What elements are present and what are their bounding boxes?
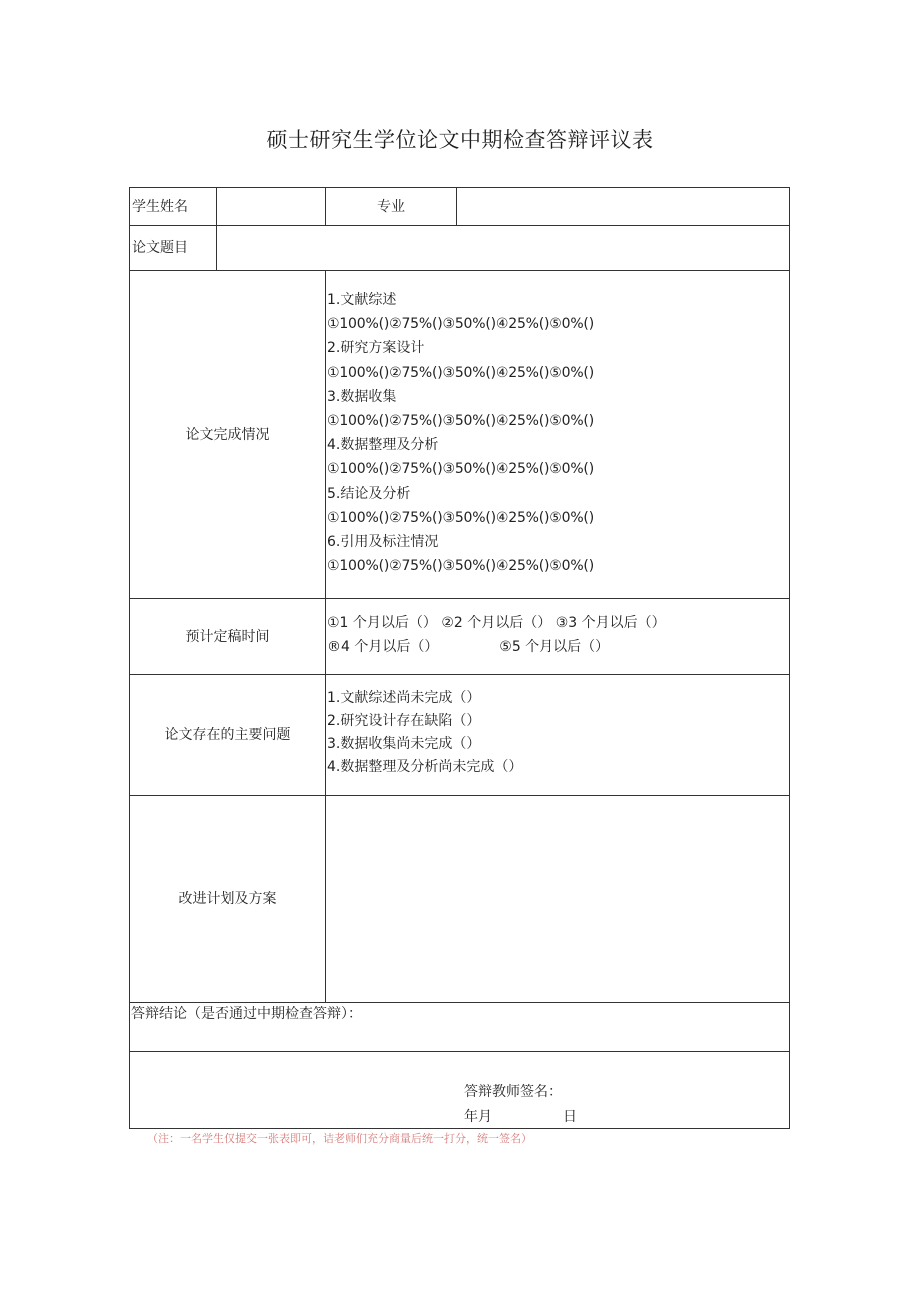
major-field[interactable]: [457, 188, 789, 225]
timeline-options-line[interactable]: ①1 个月以后（） ②2 个月以后（） ③3 个月以后（）: [327, 615, 666, 631]
completion-item-title: 6.引用及标注情况: [327, 533, 439, 550]
footnote: （注：一名学生仅提交一张表即可，诘老师们充分商量后统一打分，统一签名）: [147, 1132, 532, 1145]
problems-list: [326, 687, 789, 787]
timeline-options: [326, 611, 789, 667]
thesis-topic-field[interactable]: [217, 226, 789, 270]
completion-item-options[interactable]: ①100%()②75%()③50%()④25%()⑤0%(): [327, 364, 594, 381]
timeline-option-5[interactable]: ⑤5 个月以后（）: [499, 639, 610, 656]
timeline-label: 预计定稿时间: [185, 628, 270, 645]
completion-item-title: 3.数据收集: [327, 388, 397, 405]
student-name-field[interactable]: [217, 188, 325, 225]
completion-item-options[interactable]: ①100%()②75%()③50%()④25%()⑤0%(): [327, 509, 594, 526]
thesis-topic-label: 论文题目: [132, 240, 188, 256]
major-label: 专业: [377, 198, 405, 215]
student-name-label: 学生姓名: [132, 198, 188, 215]
improvement-plan-label: 改进计划及方案: [178, 891, 277, 907]
completion-item-options[interactable]: ①100%()②75%()③50%()④25%()⑤0%(): [327, 461, 594, 478]
timeline-option-4[interactable]: ®4 个月以后（）: [327, 639, 439, 656]
evaluation-form: [129, 187, 790, 1129]
completion-label: 论文完成情况: [185, 426, 270, 443]
date-day: 日: [563, 1109, 577, 1125]
defense-conclusion-label: 答辩结论（是否通过中期检查答辩）：: [131, 1006, 362, 1022]
problem-item[interactable]: 3.数据收集尚未完成（）: [327, 736, 481, 752]
completion-item-options[interactable]: ①100%()②75%()③50%()④25%()⑤0%(): [327, 316, 594, 333]
row-divider: [130, 1051, 789, 1052]
problem-item[interactable]: 4.数据整理及分析尚未完成（）: [327, 759, 523, 775]
completion-item-title: 5.结论及分析: [327, 485, 411, 502]
date-year-month: 年月: [464, 1109, 492, 1125]
improvement-plan-field[interactable]: [326, 796, 789, 1002]
problem-item[interactable]: 1.文献综述尚未完成（）: [327, 690, 481, 706]
completion-item-options[interactable]: ①100%()②75%()③50%()④25%()⑤0%(): [327, 558, 594, 575]
completion-item-options[interactable]: ①100%()②75%()③50%()④25%()⑤0%(): [327, 412, 594, 429]
completion-item-title: 4.数据整理及分析: [327, 437, 439, 454]
problems-label: 论文存在的主要问题: [164, 727, 291, 743]
signature-label: 答辩教师签名：: [464, 1084, 562, 1100]
completion-item-title: 1.文献综述: [327, 292, 397, 308]
problem-item[interactable]: 2.研究设计存在缺陷（）: [327, 713, 481, 729]
timeline-options-line: [327, 635, 789, 659]
page-title: 硕士研究生学位论文中期检查答辩评议表: [266, 128, 654, 152]
completion-list: [326, 288, 789, 588]
completion-item-title: 2.研究方案设计: [327, 340, 425, 357]
